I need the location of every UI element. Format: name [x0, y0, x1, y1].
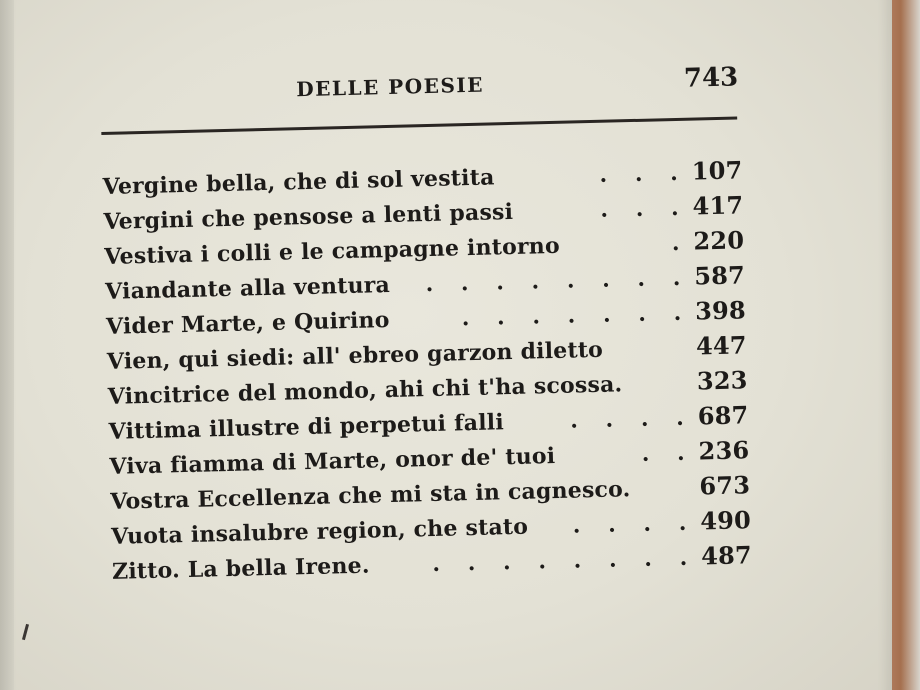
entry-text: Vostra Eccellenza che mi sta in cagnesco.	[110, 476, 631, 515]
entry-text: Vestiva i colli e le campagne intorno	[104, 232, 561, 270]
dot-leader	[623, 390, 698, 392]
entry-page: 587	[693, 260, 746, 291]
entry-text: Zitto. La bella Irene.	[111, 552, 370, 585]
dot-leader	[631, 494, 700, 496]
index-content	[100, 62, 752, 590]
entry-text: Vergini che pensose a lenti passi	[103, 198, 514, 235]
dot-leader: . . .	[600, 194, 689, 223]
entry-text: Viva fiamma di Marte, onor de' tuoi	[109, 442, 556, 480]
dot-leader: . . .	[599, 159, 689, 188]
index-list	[102, 155, 752, 591]
dot-leader	[603, 355, 696, 357]
entry-page: 417	[692, 190, 744, 221]
running-title: DELLE POESIE	[296, 72, 485, 102]
entry-page: 236	[698, 435, 750, 466]
dot-leader: . . . . . . . .	[425, 264, 691, 298]
dot-leader: . .	[641, 439, 695, 467]
entry-page: 447	[695, 330, 748, 361]
dot-leader: . . . .	[569, 404, 695, 434]
entry-text: Vergine bella, che di sol vestita	[102, 164, 495, 200]
entry-page: 490	[699, 505, 752, 536]
entry-page: 687	[697, 400, 749, 431]
entry-page: 487	[700, 540, 753, 571]
ink-mark	[22, 624, 29, 640]
entry-text: Vittima illustre di perpetui falli	[108, 409, 505, 445]
entry-page: 398	[694, 295, 747, 326]
entry-text: Vuota insalubre region, che stato	[110, 513, 529, 550]
dot-leader: . . . .	[572, 509, 697, 539]
entry-page: 220	[693, 225, 745, 256]
entry-text: Vien, qui siedi: all' ebreo garzon diletto	[106, 336, 604, 375]
entry-page: 673	[699, 470, 751, 501]
entry-page: 107	[691, 155, 743, 186]
header-rule	[101, 116, 737, 135]
page-number: 743	[683, 62, 739, 94]
dot-leader: . . . . . . . .	[432, 544, 698, 578]
entry-text: Vincitrice del mondo, ahi chi t'ha scossa.	[107, 371, 623, 410]
entry-text: Viandante alla ventura	[104, 271, 391, 305]
dot-leader: . . . . . . .	[461, 299, 692, 332]
entry-page: 323	[696, 365, 748, 396]
dot-leader: .	[671, 229, 690, 257]
entry-text: Vider Marte, e Quirino	[105, 307, 390, 340]
